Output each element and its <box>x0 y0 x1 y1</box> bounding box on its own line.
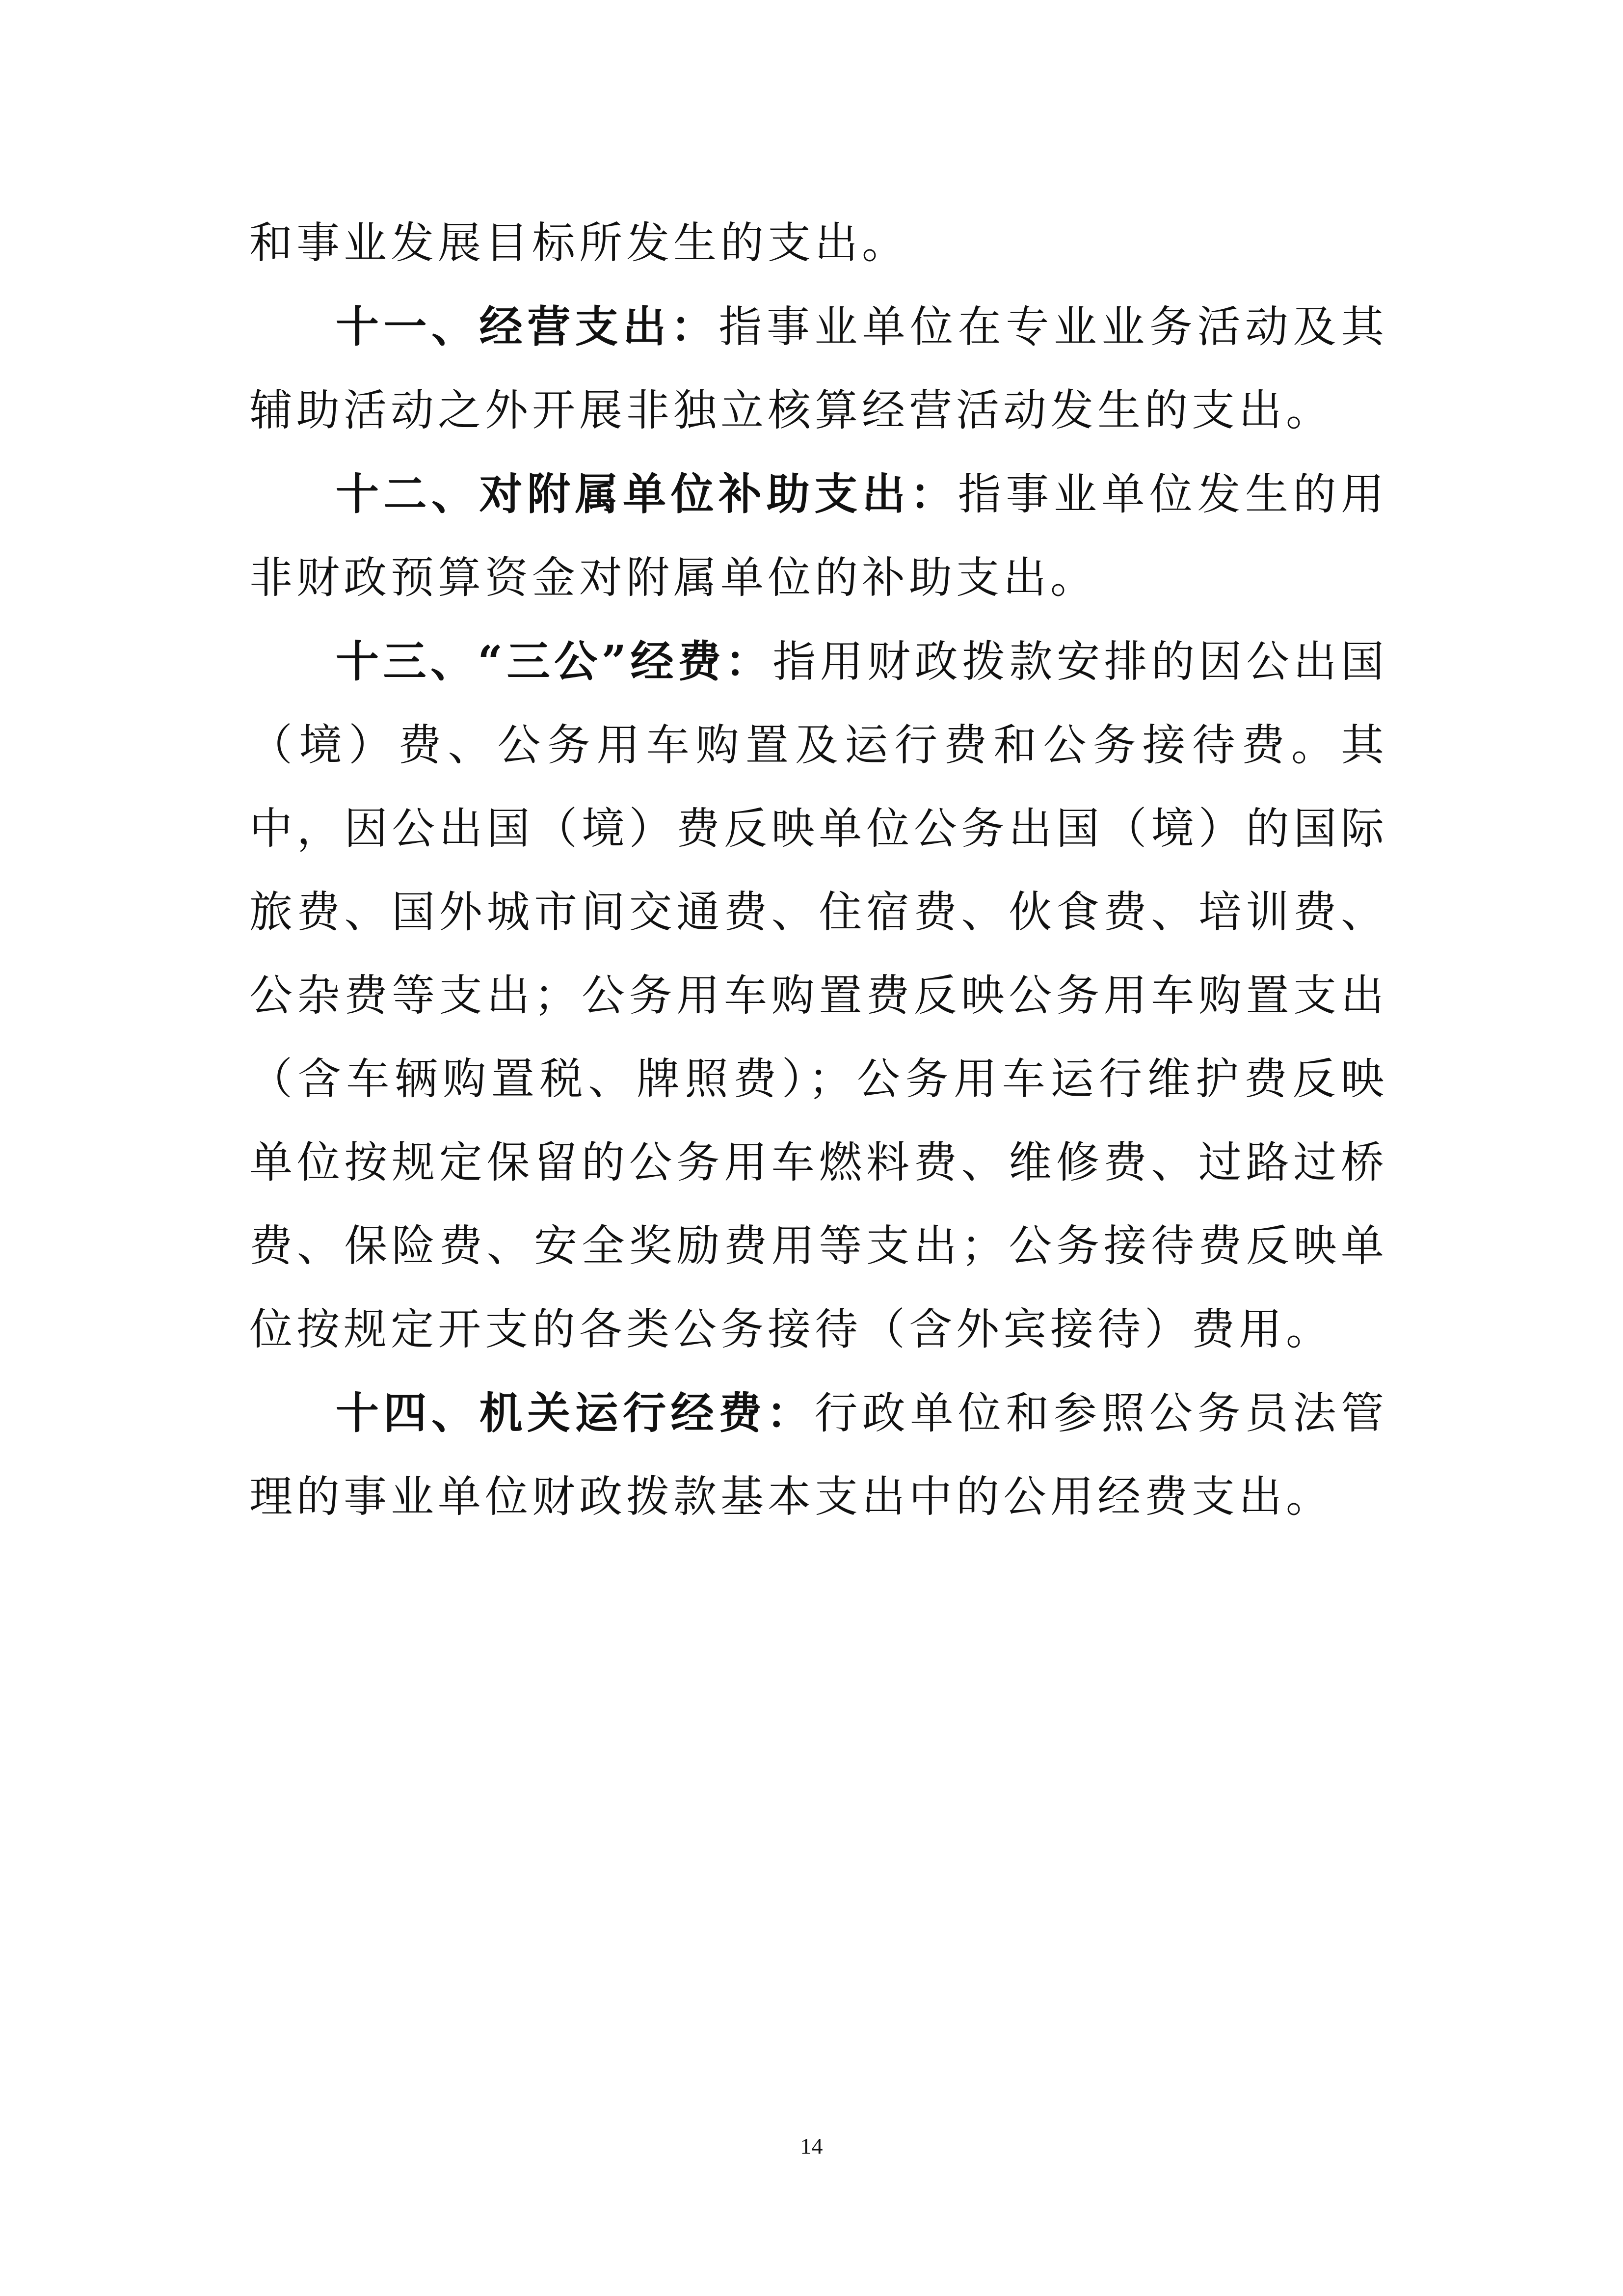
page-number: 14 <box>800 2134 823 2159</box>
section-13-paragraph <box>249 620 1388 1371</box>
section-12-body: 指事业单位发生的用非财政预算资金对附属单位的补助支出。 <box>249 469 1388 603</box>
section-11-term: 十一、经营支出： <box>336 301 719 352</box>
section-11-paragraph <box>249 285 1388 452</box>
section-13-term: 十三、“三公”经费： <box>336 636 773 687</box>
section-14-body: 行政单位和参照公务员法管理的事业单位财政拨款基本支出中的公用经费支出。 <box>249 1388 1388 1522</box>
section-14-term: 十四、机关运行经费： <box>336 1387 815 1438</box>
section-11-body: 指事业单位在专业业务活动及其辅助活动之外开展非独立核算经营活动发生的支出。 <box>249 301 1388 435</box>
section-14-paragraph <box>249 1371 1388 1539</box>
section-12-term: 十二、对附属单位补助支出： <box>336 468 958 519</box>
continuation-paragraph: 和事业发展目标所发生的支出。 <box>249 217 909 268</box>
body-text <box>249 201 1388 1539</box>
section-13-body: 指用财政拨款安排的因公出国（境）费、公务用车购置及运行费和公务接待费。其中，因公出国（境）费反映单位公务出国（境）的国际旅费、国外城市间交通费、住宿费、伙食费、培训费、公杂费等支出；公务用车购置费反映公务用车购置支出（含车辆购置税、牌照费）；公务用车运行维护费反映单位按规定保留的公务用车燃料费、维修费、过路过桥费、保险费、安全奖励费用等支出；公务接待费反映单位按规定开支的各类公务接待（含外宾接待）费用。 <box>249 636 1388 1354</box>
section-12-paragraph <box>249 452 1388 620</box>
